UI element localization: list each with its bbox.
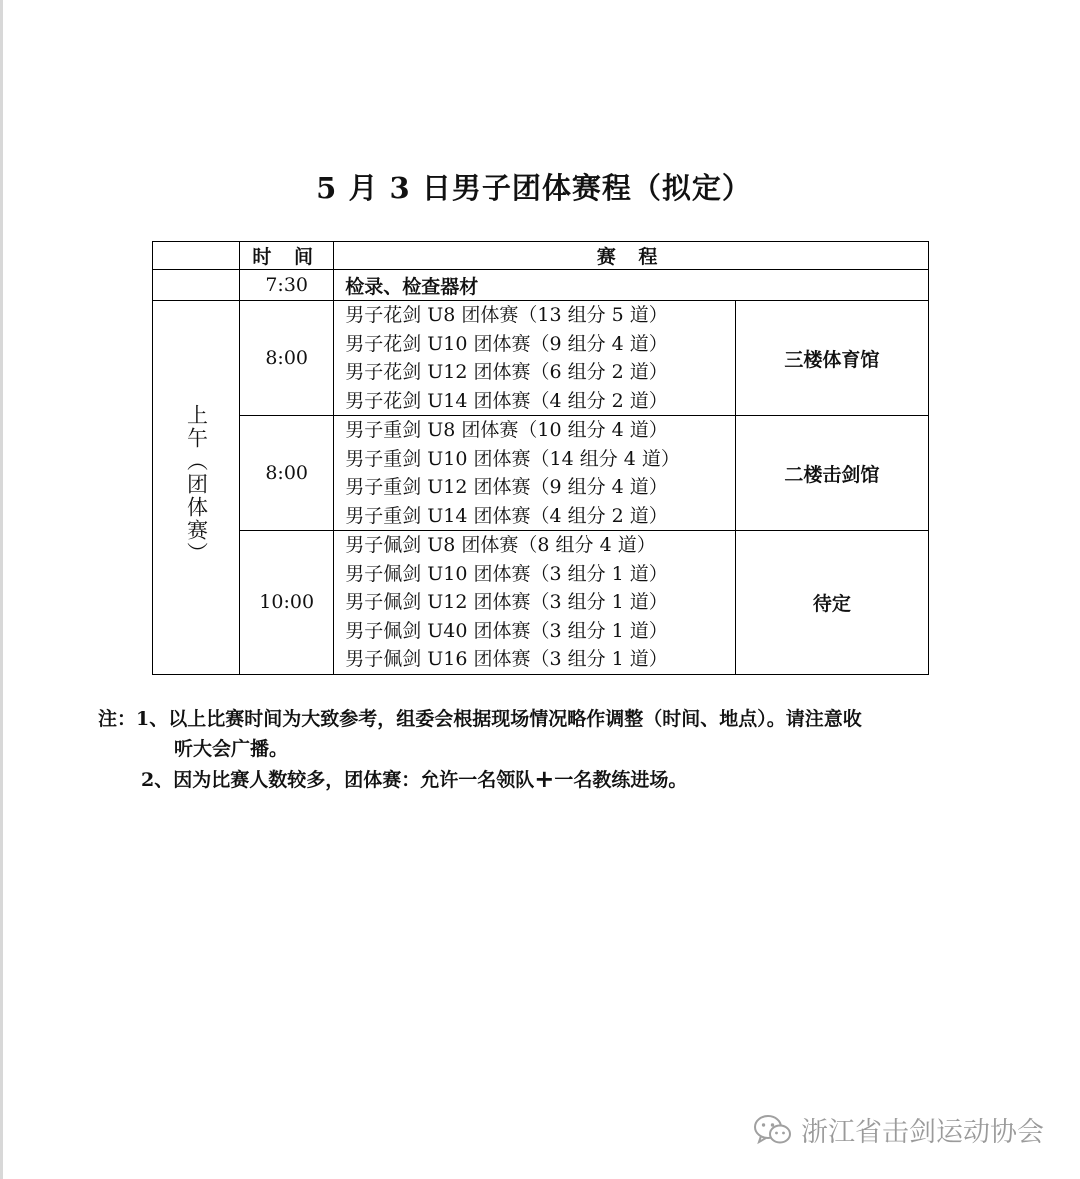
page-title: 5 月 3 日男子团体赛程（拟定） [316, 171, 752, 205]
note-1-continued: 听大会广播。 [174, 738, 289, 760]
checkin-time: 7:30 [240, 270, 334, 301]
event-line: 男子花剑 U12 团体赛（6 组分 2 道） [345, 361, 668, 383]
checkin-text: 检录、检查器材 [334, 270, 929, 301]
block-events [334, 416, 736, 531]
notes [98, 704, 862, 794]
table-row [153, 301, 929, 416]
period-label: 上午（团体赛） [184, 404, 209, 566]
table-header-row [153, 242, 929, 270]
note-2-text-b: 一名教练进场。 [554, 769, 688, 791]
block-events [334, 301, 736, 416]
table-row [153, 531, 929, 675]
block-venue: 二楼击剑馆 [735, 416, 928, 531]
wechat-icon [753, 1113, 793, 1147]
period-cell [153, 301, 240, 675]
note-2 [98, 764, 862, 794]
schedule-table [152, 241, 929, 675]
note-1: 注：1、以上比赛时间为大致参考，组委会根据现场情况略作调整（时间、地点）。请注意收 [98, 708, 862, 730]
event-line: 男子重剑 U10 团体赛（14 组分 4 道） [345, 447, 680, 470]
table-row [153, 416, 929, 531]
event-line: 男子重剑 U8 团体赛（10 组分 4 道） [345, 419, 668, 441]
event-line: 男子重剑 U12 团体赛（9 组分 4 道） [345, 476, 668, 498]
header-program: 赛 程 [334, 242, 929, 270]
block-time: 10:00 [240, 531, 334, 675]
event-line: 男子佩剑 U12 团体赛（3 组分 1 道） [345, 591, 668, 613]
checkin-period [153, 270, 240, 301]
event-line: 男子花剑 U10 团体赛（9 组分 4 道） [345, 332, 668, 355]
event-line: 男子佩剑 U16 团体赛（3 组分 1 道） [345, 648, 668, 670]
block-events [334, 531, 736, 675]
note-2-text-a: 2、因为比赛人数较多，团体赛：允许一名领队 [141, 769, 535, 791]
event-line: 男子佩剑 U10 团体赛（3 组分 1 道） [345, 562, 668, 585]
event-line: 男子佩剑 U40 团体赛（3 组分 1 道） [345, 619, 668, 642]
plus-sign: + [534, 764, 555, 793]
block-venue: 待定 [735, 531, 928, 675]
watermark [753, 1110, 1044, 1149]
block-time: 8:00 [240, 416, 334, 531]
header-time: 时 间 [240, 242, 334, 270]
checkin-row [153, 270, 929, 301]
watermark-text: 浙江省击剑运动协会 [801, 1117, 1044, 1148]
block-venue: 三楼体育馆 [735, 301, 928, 416]
event-line: 男子花剑 U14 团体赛（4 组分 2 道） [345, 389, 668, 412]
block-time: 8:00 [240, 301, 334, 416]
event-line: 男子花剑 U8 团体赛（13 组分 5 道） [345, 304, 668, 326]
event-line: 男子重剑 U14 团体赛（4 组分 2 道） [345, 504, 668, 527]
header-period [153, 242, 240, 270]
event-line: 男子佩剑 U8 团体赛（8 组分 4 道） [345, 534, 656, 556]
